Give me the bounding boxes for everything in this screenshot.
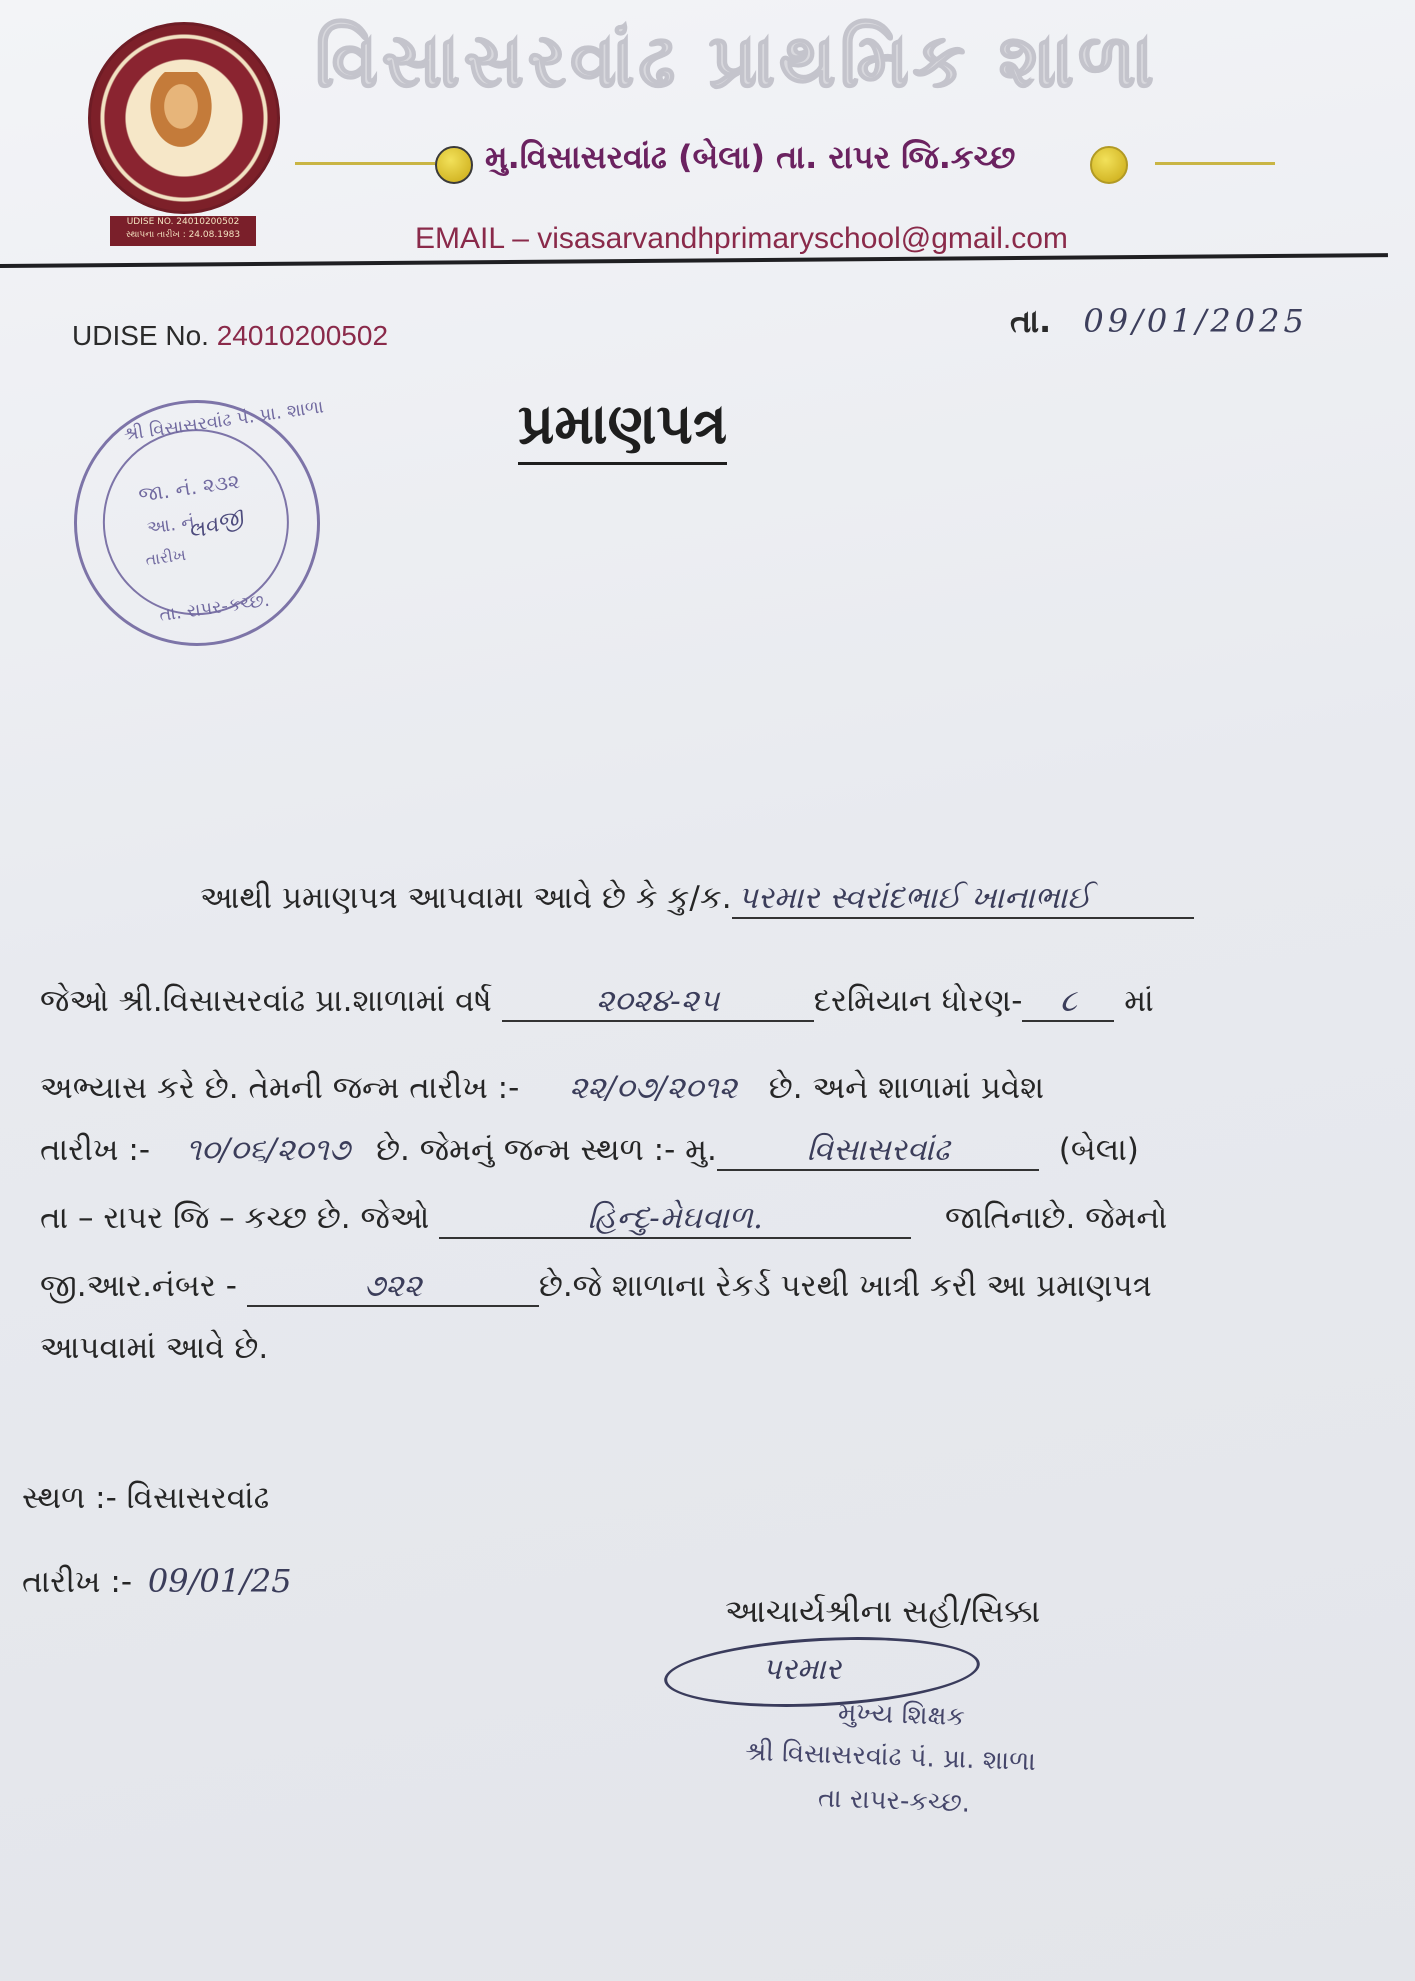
body-line-1 (200, 880, 1194, 919)
school-address: મુ.વિસાસરવાંઢ (બેલા) તા. રાપર જિ.કચ્છ (485, 138, 1016, 176)
text: અભ્યાસ કરે છે. તેમની જન્મ તારીખ :- (40, 1070, 520, 1106)
text: માં (1124, 983, 1154, 1019)
text: છે. અને શાળામાં પ્રવેશ (768, 1070, 1045, 1106)
text: દરમિયાન ધોરણ- (813, 983, 1023, 1019)
issue-date (1010, 302, 1308, 341)
school-email: EMAIL – visasarvandhprimaryschool@gmail.com (415, 222, 1068, 255)
issue-date-value: 09/01/2025 (1083, 302, 1308, 340)
text: જેઓ શ્રી.વિસાસરવાંઢ પ્રા.શાળામાં વર્ષ (40, 983, 492, 1019)
caste-field: હિન્દુ-મેઘવાળ. (439, 1200, 911, 1239)
principal-signature: પરમાર (762, 1652, 842, 1687)
text: (બેલા) (1058, 1132, 1139, 1168)
body-line-2 (40, 983, 1154, 1022)
student-name-field: પરમાર સ્વરાંદભાઈ ખાનાભાઈ (732, 880, 1194, 919)
school-name: વિસાસરવાંઢ પ્રાથમિક શાળા (315, 18, 1158, 104)
footer-date-value: 09/01/25 (147, 1562, 292, 1600)
udise-label: UDISE No. (72, 320, 209, 351)
body-line-3 (40, 1070, 1044, 1107)
logo-plate (110, 216, 256, 246)
text: તારીખ :- (40, 1132, 151, 1168)
text: છે.જે શાળાના રેકર્ડ પરથી ખાત્રી કરી આ પ્રમાણપત્ર (538, 1268, 1152, 1304)
udise-value: 24010200502 (216, 320, 389, 351)
divider (1155, 162, 1275, 165)
stamp-line2: આ. નં. (145, 510, 202, 539)
school-logo (88, 22, 278, 252)
text: જાતિનાછે. જેમનો (944, 1200, 1168, 1236)
text: છે. જેમનું જન્મ સ્થળ :- મુ. (376, 1132, 717, 1168)
school-seal-stamp (58, 384, 336, 662)
standard-field: ૮ (1022, 983, 1114, 1022)
body-line-4 (40, 1132, 1139, 1171)
admission-date-value: ૧૦/૦૬/૨૦૧૭ (185, 1132, 351, 1168)
birth-place-field: વિસાસરવાંઢ (717, 1132, 1039, 1171)
udise-number (72, 320, 388, 352)
principal-stamp-line1: મુખ્ય શિક્ષક (837, 1697, 966, 1733)
gold-dot-icon (435, 146, 473, 184)
divider (295, 162, 435, 165)
body-line-6 (40, 1268, 1152, 1307)
logo-plate-line1: UDISE NO. 24010200502 (126, 217, 240, 227)
logo-plate-line2: સ્થાપના તારીખ : 24.08.1983 (125, 230, 241, 240)
principal-stamp-line3: તા રાપર-કચ્છ. (817, 1783, 971, 1819)
address-row (295, 138, 1275, 188)
body-line-7: આપવામાં આવે છે. (40, 1330, 269, 1366)
stamp-arc-bottom: તા. રાપર-કચ્છ. (158, 589, 271, 627)
text: જી.આર.નંબર - (40, 1268, 237, 1304)
text: આથી પ્રમાણપત્ર આપવામા આવે છે કે કુ/ક. (200, 880, 732, 916)
birth-date-value: ૨૨/૦૭/૨૦૧૨ (569, 1070, 737, 1106)
place-label: સ્થળ :- વિસાસરવાંઢ (22, 1480, 270, 1516)
stamp-signature: લવજી (184, 504, 247, 546)
footer-date (22, 1562, 292, 1601)
stamp-line1: જા. નં. ૨૩૨ (136, 468, 242, 507)
issue-date-label: તા. (1010, 302, 1052, 340)
document-title: પ્રમાણપત્ર (518, 392, 727, 465)
footer-date-label: તારીખ :- (22, 1564, 133, 1600)
gr-number-field: ૭૨૨ (247, 1268, 539, 1307)
saraswati-figure-icon (142, 72, 220, 158)
academic-year-field: ૨૦૨૪-૨૫ (502, 983, 814, 1022)
gold-dot-icon (1090, 146, 1128, 184)
stamp-line3: તારીખ (144, 544, 188, 570)
principal-stamp-line2: શ્રી વિસાસરવાંઢ પં. પ્રા. શાળા (744, 1736, 1037, 1778)
stamp-arc-top: શ્રી વિસાસરવાંઢ પં. પ્રા. શાળા (122, 396, 325, 446)
signature-label: આચાર્યશ્રીના સહી/સિક્કા (725, 1592, 1041, 1630)
body-line-5 (40, 1200, 1167, 1239)
text: તા – રાપર જિ – કચ્છ છે. જેઓ (40, 1200, 430, 1236)
